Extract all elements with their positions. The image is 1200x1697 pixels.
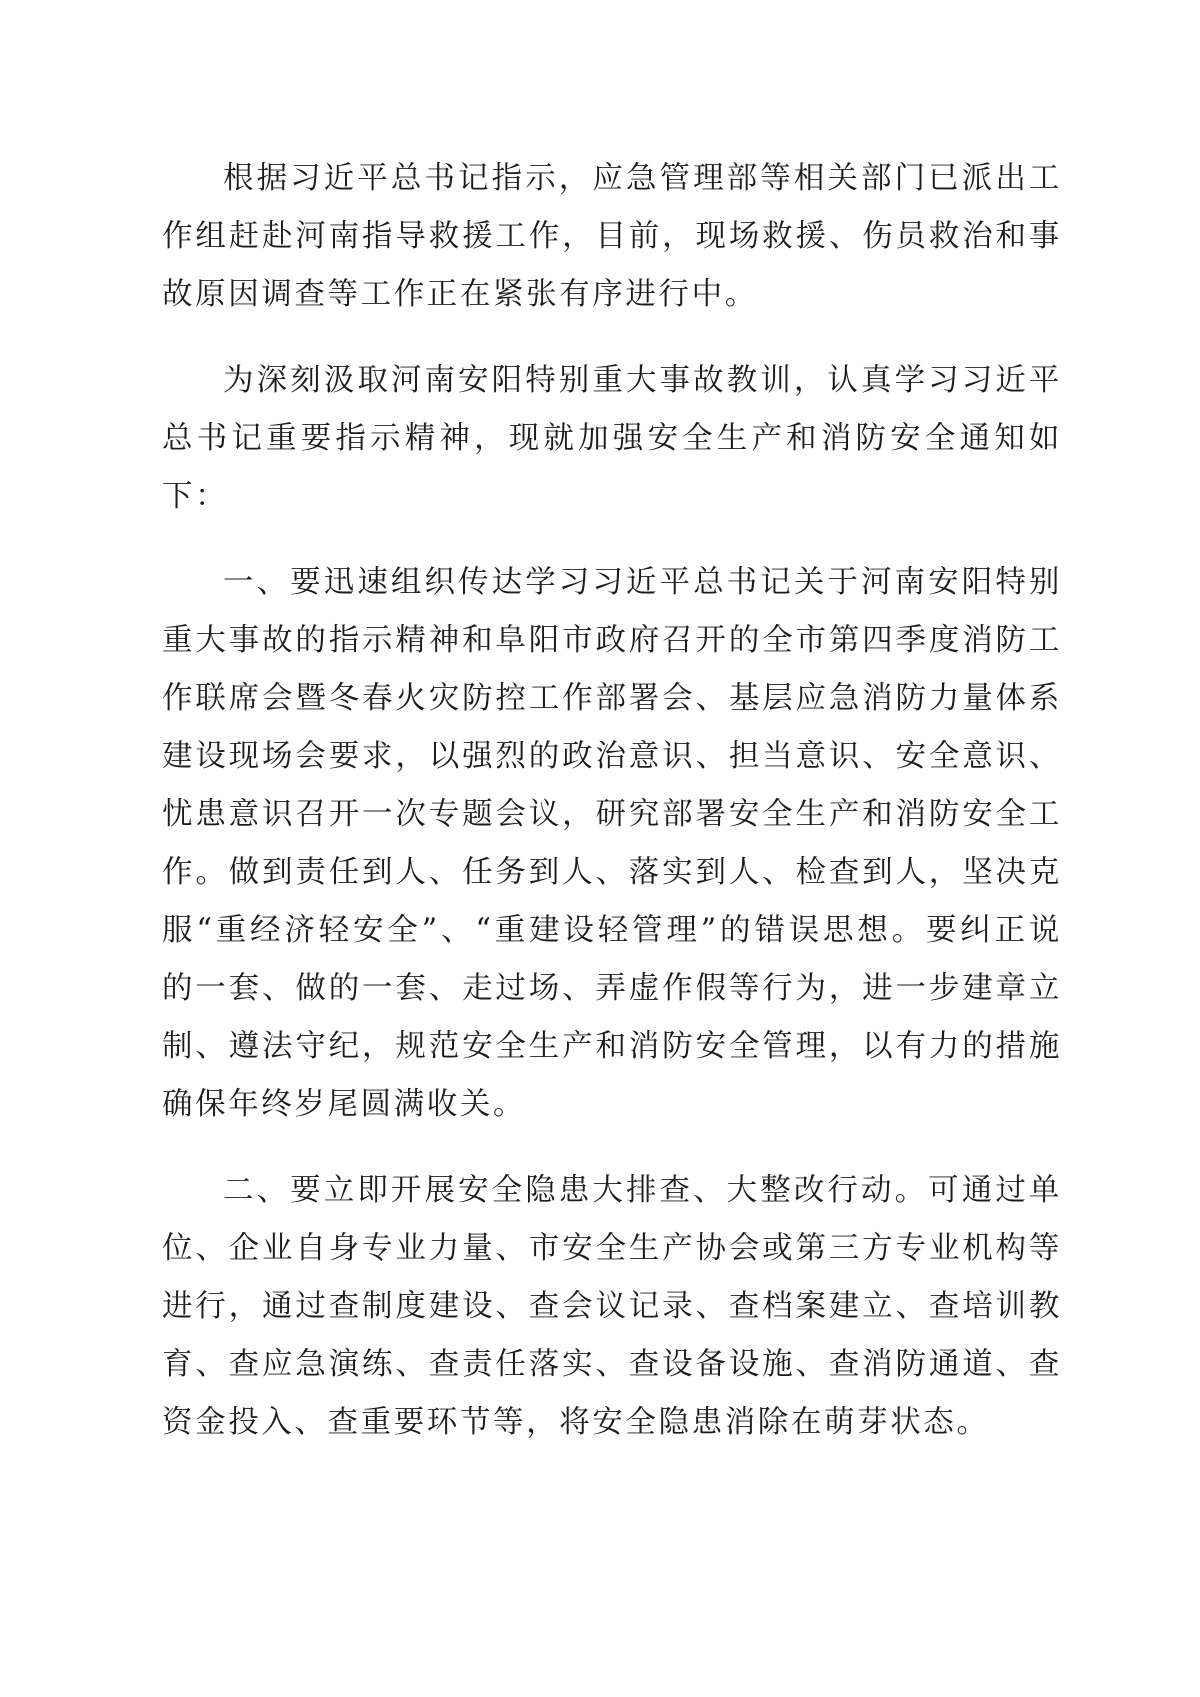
paragraph-rescue-status: 根据习近平总书记指示，应急管理部等相关部门已派出工作组赶赴河南指导救援工作，目前，现场救援、伤员救治和事故原因调查等工作正在紧张有序进行中。 <box>162 161 1062 312</box>
paragraph-item-two: 二、要立即开展安全隐患大排查、大整改行动。可通过单位、企业自身专业力量、市安全生产协会或第三方专业机构等进行，通过查制度建设、查会议记录、查档案建立、查培训教育、查应急演练、查责任落实、查设备设施、查消防通道、查资金投入、查重要环节等，将安全隐患消除在萌芽状态。 <box>162 1173 1062 1440</box>
paragraph-notice-intro: 为深刻汲取河南安阳特别重大事故教训，认真学习习近平总书记重要指示精神，现就加强安全生产和消防安全通知如下： <box>162 363 1062 514</box>
document-body <box>162 150 1062 1480</box>
paragraph-item-one: 一、要迅速组织传达学习习近平总书记关于河南安阳特别重大事故的指示精神和阜阳市政府召开的全市第四季度消防工作联席会暨冬春火灾防控工作部署会、基层应急消防力量体系建设现场会要求，以强烈的政治意识、担当意识、安全意识、忧患意识召开一次专题会议，研究部署安全生产和消防安全工作。做到责任到人、任务到人、落实到人、检查到人，坚决克服“重经济轻安全”、“重建设轻管理”的错误思想。要纠正说的一套、做的一套、走过场、弄虚作假等行为，进一步建章立制、遵法守纪，规范安全生产和消防安全管理，以有力的措施确保年终岁尾圆满收关。 <box>162 565 1062 1122</box>
